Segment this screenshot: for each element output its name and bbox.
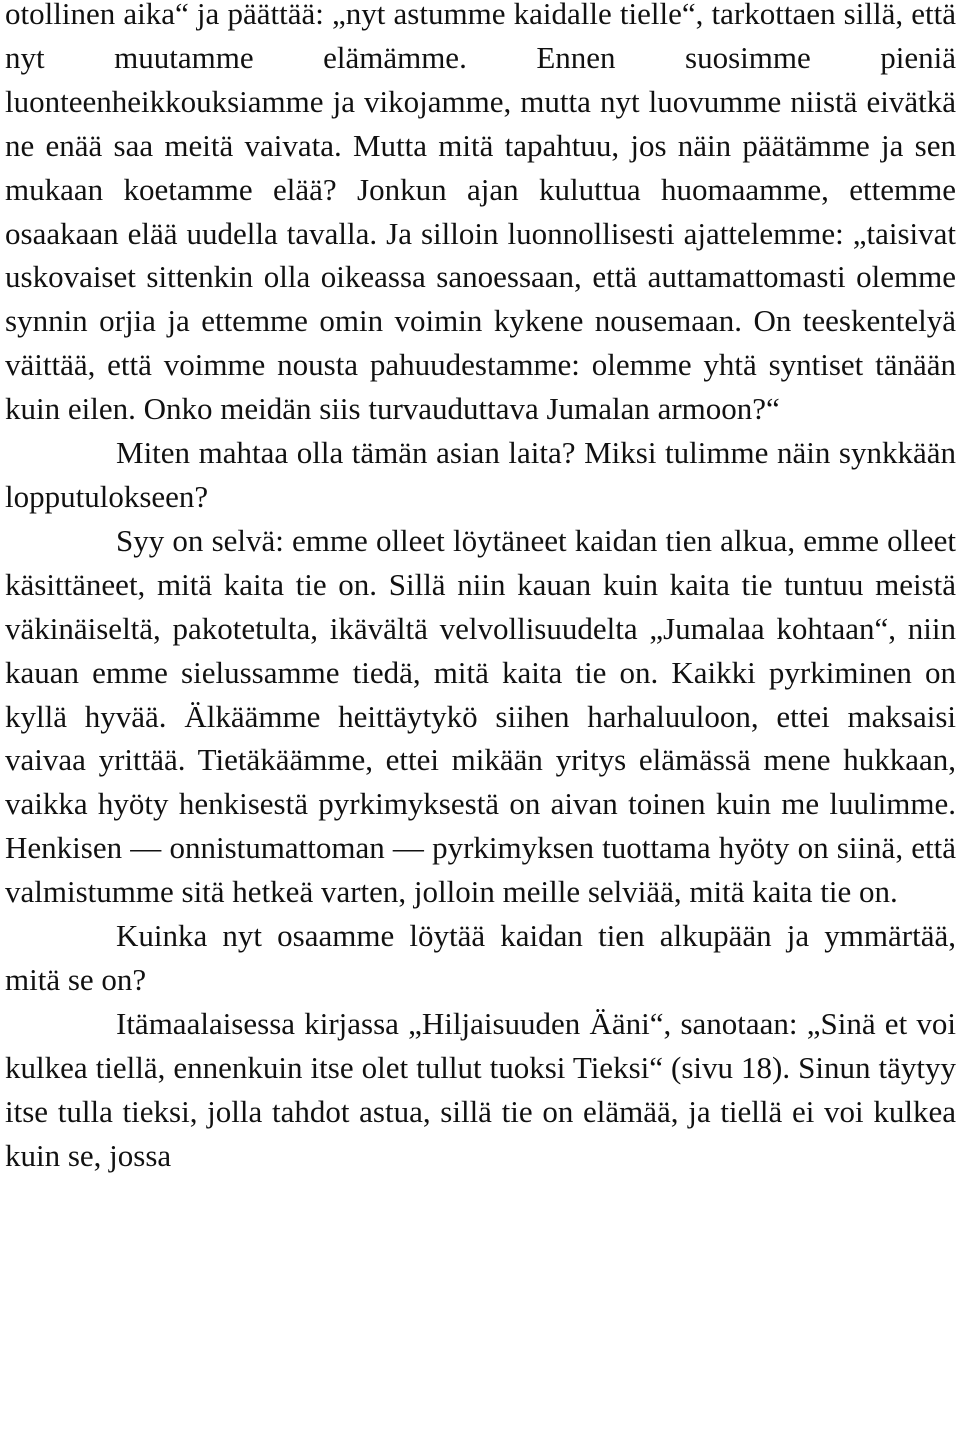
paragraph-1: otollinen aika“ ja päättää: „nyt astumme kaidalle tielle“, tarkottaen sillä, että nyt muutamme elämämme. Ennen suosimme pieniä luonteenheikkouksiamme ja vikojamme, mutta nyt luovumme niistä eivätkä ne enää saa meitä vaivata. Mutta mitä tapahtuu, jos näin päätämme ja sen mukaan koetamme elää? Jonkun ajan kuluttua huomaamme, ettemme osaakaan elää uudella tavalla. Ja silloin luonnollisesti ajattelemme: „taisivat uskovaiset sittenkin olla oikeassa sanoessaan, että auttamattomasti olemme synnin orjia ja ettemme omin voimin kykene nousemaan. On teeskentelyä väittää, että voimme nousta pahuudestamme: olemme yhtä syntiset tänään kuin eilen. Onko meidän siis turvauduttava Jumalan armoon?“ bbox=[5, 0, 956, 427]
paragraph-5: Itämaalaisessa kirjassa „Hiljaisuuden Ääni“, sanotaan: „Sinä et voi kulkea tiellä, ennenkuin itse olet tullut tuoksi Tieksi“ (sivu 18). Sinun täytyy itse tulla tieksi, jolla tahdot astua, sillä tie on elämää, ja tiellä ei voi kulkea kuin se, jossa bbox=[5, 1005, 956, 1173]
document-body bbox=[5, 0, 956, 1177]
paragraph-4: Kuinka nyt osaamme löytää kaidan tien alkupään ja ymmärtää, mitä se on? bbox=[5, 918, 956, 997]
paragraph-3: Syy on selvä: emme olleet löytäneet kaidan tien alkua, emme olleet käsittäneet, mitä kaita tie on. Sillä niin kauan kuin kaita tie tuntuu meistä väkinäiseltä, pakotetulta, ikävältä velvollisuudelta „Jumalaa kohtaan“, niin kauan emme sielussamme tiedä, mitä kaita tie on. Kaikki pyrkiminen on kyllä hyvää. Älkäämme heittäytykö siihen harhaluuloon, ettei maksaisi vaivaa yrittää. Tietäkäämme, ettei mikään yritys elämässä mene hukkaan, vaikka hyöty henkisestä pyrkimyksestä on aivan toinen kuin me luulimme. Henkisen — onnistumattoman — pyrkimyksen tuottama hyöty on siinä, että valmistumme sitä hetkeä varten, jolloin meille selviää, mitä kaita tie on. bbox=[5, 522, 956, 910]
paragraph-2: Miten mahtaa olla tämän asian laita? Miksi tulimme näin synkkään lopputulokseen? bbox=[5, 435, 956, 514]
